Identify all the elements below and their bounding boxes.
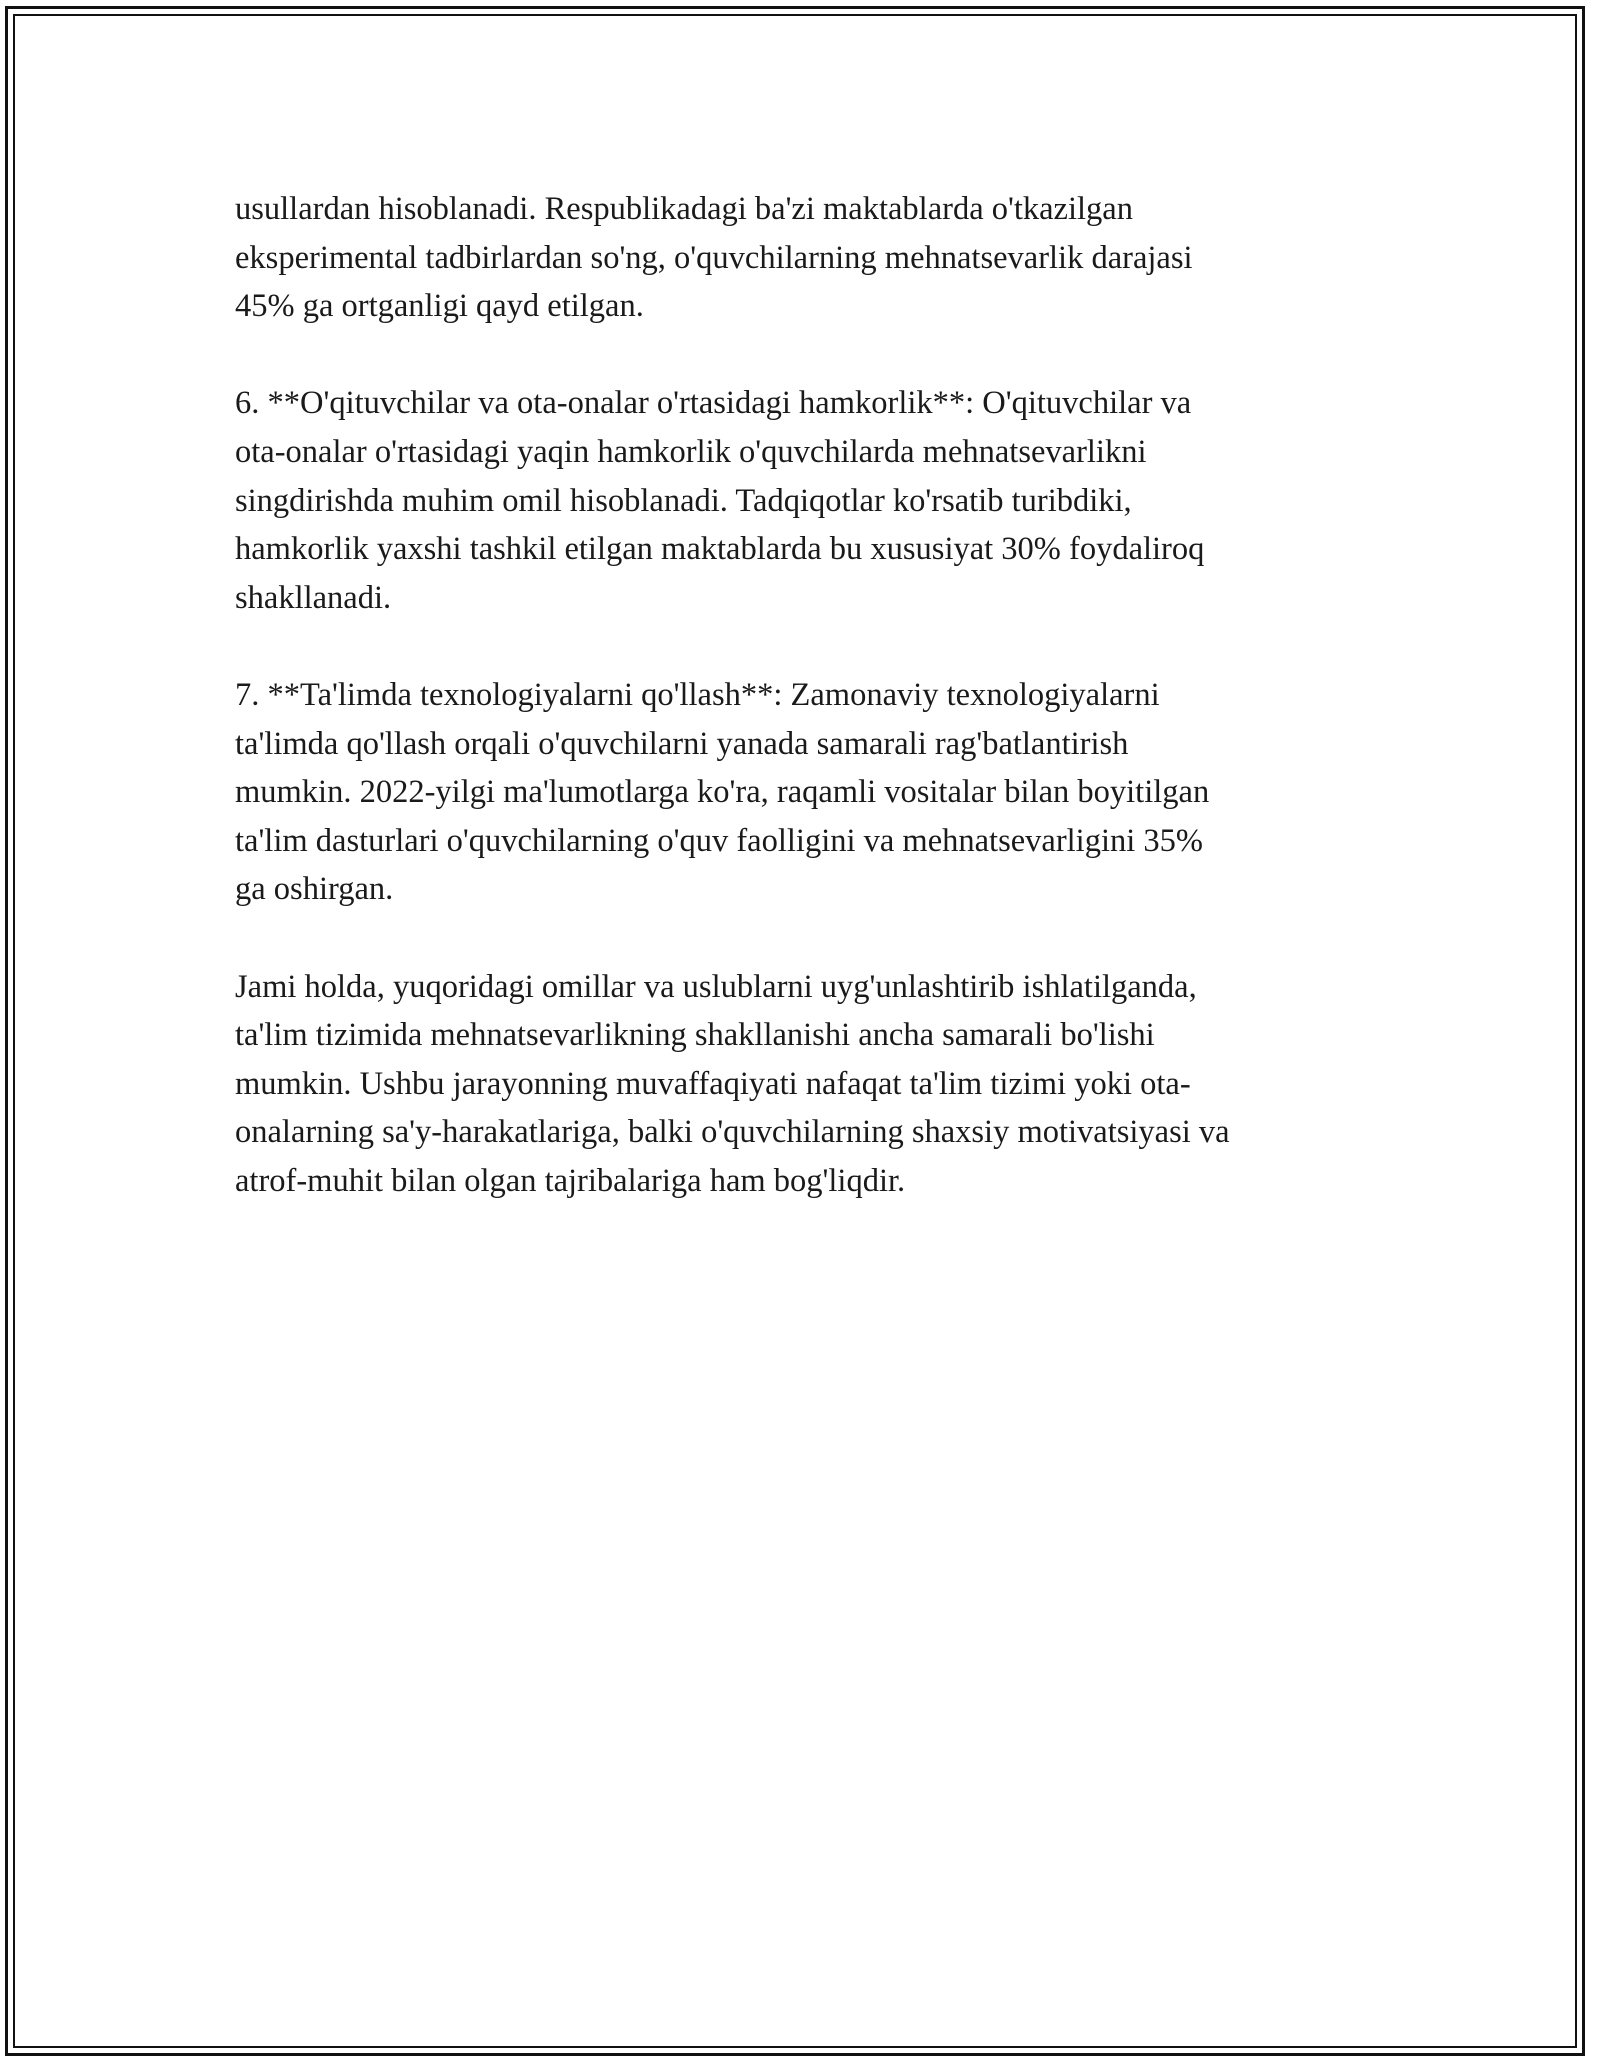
text-line: ta'lim tizimida mehnatsevarlikning shakllanishi ancha samarali bo'lishi bbox=[235, 1017, 1155, 1054]
text-line: 7. **Ta'limda texnologiyalarni qo'llash**: Zamonaviy texnologiyalarni bbox=[235, 676, 1160, 713]
text-line: singdirishda muhim omil hisoblanadi. Tadqiqotlar ko'rsatib turibdiki, bbox=[235, 482, 1132, 519]
text-line: ta'limda qo'llash orqali o'quvchilarni yanada samarali rag'batlantirish bbox=[235, 725, 1129, 762]
paragraph-item-6 bbox=[235, 379, 1375, 622]
document-body bbox=[235, 185, 1375, 1205]
text-line: mumkin. Ushbu jarayonning muvaffaqiyati nafaqat ta'lim tizimi yoki ota- bbox=[235, 1065, 1191, 1102]
text-line: 45% ga ortganligi qayd etilgan. bbox=[235, 288, 644, 325]
text-line: onalarning sa'y-harakatlariga, balki o'quvchilarning shaxsiy motivatsiyasi va bbox=[235, 1114, 1230, 1151]
text-line: mumkin. 2022-yilgi ma'lumotlarga ko'ra, raqamli vositalar bilan boyitilgan bbox=[235, 774, 1210, 811]
text-line: eksperimental tadbirlardan so'ng, o'quvchilarning mehnatsevarlik darajasi bbox=[235, 239, 1193, 276]
text-line: atrof-muhit bilan olgan tajribalariga ham bog'liqdir. bbox=[235, 1162, 906, 1199]
text-line: ga oshirgan. bbox=[235, 871, 394, 908]
text-line: shakllanadi. bbox=[235, 579, 392, 616]
paragraph-conclusion bbox=[235, 963, 1375, 1206]
text-line: usullardan hisoblanadi. Respublikadagi ba'zi maktablarda o'tkazilgan bbox=[235, 191, 1133, 227]
paragraph-item-7 bbox=[235, 671, 1375, 914]
text-line: ota-onalar o'rtasidagi yaqin hamkorlik o'quvchilarda mehnatsevarlikni bbox=[235, 433, 1147, 470]
paragraph-continuation bbox=[235, 185, 1375, 331]
text-line: Jami holda, yuqoridagi omillar va uslublarni uyg'unlashtirib ishlatilganda, bbox=[235, 968, 1197, 1005]
text-line: ta'lim dasturlari o'quvchilarning o'quv faolligini va mehnatsevarligini 35% bbox=[235, 822, 1203, 859]
text-line: 6. **O'qituvchilar va ota-onalar o'rtasidagi hamkorlik**: O'qituvchilar va bbox=[235, 385, 1192, 422]
text-line: hamkorlik yaxshi tashkil etilgan maktablarda bu xususiyat 30% foydaliroq bbox=[235, 531, 1205, 568]
